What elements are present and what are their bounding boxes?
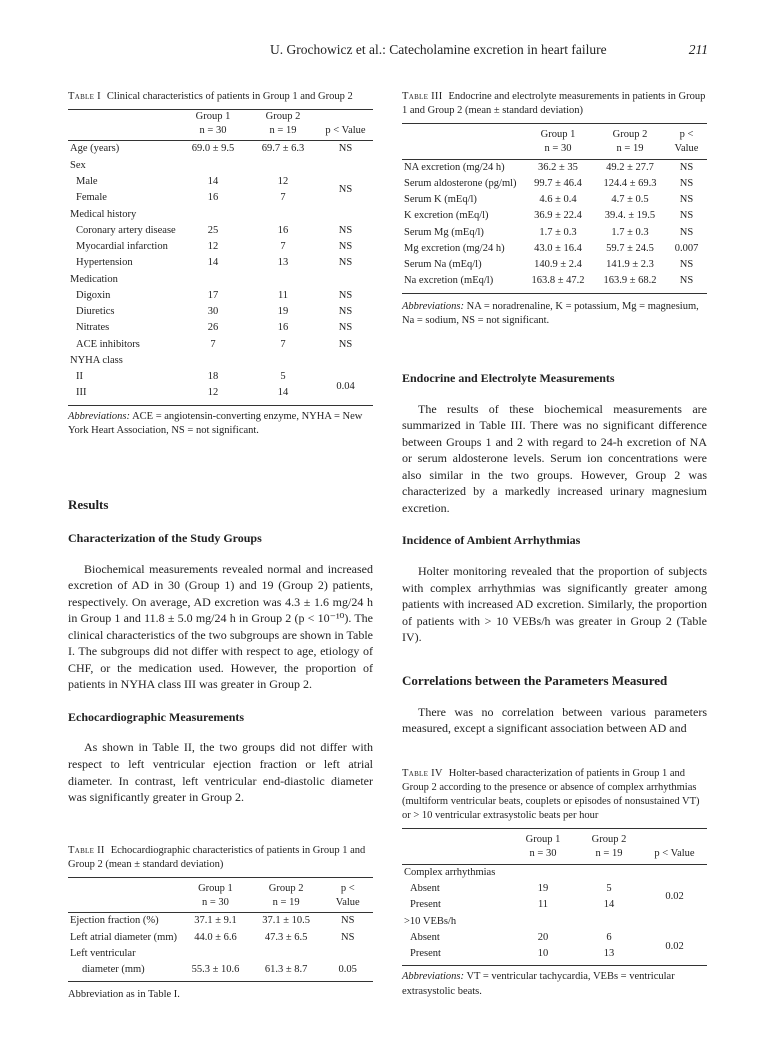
table-4-grid — [402, 828, 707, 966]
table-4-caption — [402, 767, 707, 824]
table-row — [68, 369, 373, 385]
table-cell: 13 — [603, 948, 615, 960]
col-header-group1-n: n = 30 — [529, 848, 557, 860]
table-row — [68, 158, 373, 174]
correlations-paragraph: There was no correlation between various parameters measured, except a significant association between AD and — [402, 704, 707, 736]
table-cell: Serum aldosterone (pg/ml) — [404, 177, 517, 189]
table-row — [402, 225, 707, 241]
table-row — [402, 159, 707, 176]
table-row — [402, 208, 707, 224]
table-cell: 163.8 ± 47.2 — [531, 275, 585, 287]
table-cell: 37.1 ± 10.5 — [262, 915, 311, 927]
table-cell: Mg excretion (mg/24 h) — [404, 242, 505, 254]
table-cell: 13 — [277, 257, 289, 269]
table-cell: Complex arrhythmias — [404, 866, 496, 878]
table-cell: 39.4. ± 19.5 — [604, 210, 656, 222]
table-cell: diameter (mm) — [82, 964, 145, 976]
table-row — [68, 255, 373, 271]
table-2 — [68, 844, 373, 1003]
table-cell: 99.7 ± 46.4 — [534, 177, 582, 189]
table-cell: 124.4 ± 69.3 — [603, 177, 657, 189]
table-row — [68, 288, 373, 304]
table-row — [402, 881, 707, 897]
table-cell: 20 — [537, 931, 549, 943]
table-cell: Sex — [70, 159, 86, 171]
table-row — [68, 272, 373, 288]
table-cell: 37.1 ± 9.1 — [194, 915, 237, 927]
table-cell: 14 — [277, 387, 289, 399]
col-header-group1-n: n = 30 — [201, 896, 229, 908]
table-cell: NS — [338, 306, 353, 318]
table-cell: Left atrial diameter (mm) — [70, 931, 177, 943]
table-cell: 11 — [537, 899, 549, 911]
table-cell: Serum Na (mEq/l) — [404, 259, 482, 271]
table-cell: 16 — [277, 322, 289, 334]
table-cell: 4.7 ± 0.5 — [611, 194, 649, 206]
table-cell: NS — [338, 143, 353, 155]
col-header-value: Value — [674, 142, 699, 154]
table-cell: 26 — [207, 322, 219, 334]
table-3-grid — [402, 123, 707, 293]
table-2-grid — [68, 877, 373, 982]
col-header-value: Value — [335, 896, 360, 908]
col-header-group2-n: n = 19 — [595, 848, 623, 860]
table-cell: Absent — [410, 931, 440, 943]
table-row — [402, 273, 707, 293]
table-cell: 55.3 ± 10.6 — [191, 964, 240, 976]
table-row — [68, 320, 373, 336]
table-cell: Medication — [70, 273, 118, 285]
table-cell: Present — [410, 948, 441, 960]
table-row — [68, 239, 373, 255]
table-row — [402, 914, 707, 930]
table-cell: NS — [679, 177, 694, 189]
table-cell: 17 — [207, 289, 219, 301]
table-cell: 163.9 ± 68.2 — [603, 275, 657, 287]
table-cell: Left ventricular — [70, 947, 136, 959]
table-cell: NS — [679, 210, 694, 222]
table-cell: 10 — [537, 948, 549, 960]
table-cell: K excretion (mEq/l) — [404, 210, 489, 222]
table-cell: Female — [76, 192, 107, 204]
running-title: U. Grochowicz et al.: Catecholamine excretion in heart failure — [270, 42, 607, 57]
table-row — [402, 930, 707, 946]
col-header-p: p < — [340, 882, 355, 894]
table-cell: 0.02 — [665, 941, 684, 953]
table-cell: NA excretion (mg/24 h) — [404, 161, 505, 173]
table-cell: ACE inhibitors — [76, 338, 140, 350]
table-cell: Male — [76, 175, 98, 187]
arrhythmias-subheading: Incidence of Ambient Arrhythmias — [402, 533, 581, 548]
table-row — [402, 241, 707, 257]
table-cell: Holter-based characterization of patients in Group 1 and Group 2 according to the presence or absence of complex arrhythmias (multiform ventricular beats, couplets or episodes of nonsustained VT) or > 10 ventricular extrasystolic beats per hour — [402, 767, 700, 822]
table-cell: Clinical characteristics of patients in Group 1 and Group 2 — [106, 91, 353, 102]
table-1-abbreviations — [68, 410, 373, 438]
table-cell: 16 — [207, 192, 219, 204]
col-header-group2: Group 2 — [265, 111, 301, 123]
table-row — [68, 207, 373, 223]
table-cell: 47.3 ± 6.5 — [264, 931, 308, 943]
table-cell: 36.2 ± 35 — [538, 161, 578, 173]
table-cell: NS — [679, 194, 694, 206]
table-cell: 4.6 ± 0.4 — [539, 194, 577, 206]
table-row — [68, 337, 373, 353]
table-cell: NS — [679, 226, 694, 238]
echo-paragraph: As shown in Table II, the two groups did not differ with respect to left ventricular ejection fraction or left atrial diameter. In contrast, left ventricular end-diastolic diameter was significantly greater in Group 2. — [68, 740, 373, 805]
table-cell: Digoxin — [76, 289, 111, 301]
table-cell: Serum Mg (mEq/l) — [404, 226, 484, 238]
table-row — [68, 174, 373, 190]
table-row — [68, 913, 373, 930]
col-header-group1: Group 1 — [198, 882, 233, 894]
table-cell: 5 — [606, 883, 612, 895]
endocrine-subheading: Endocrine and Electrolyte Measurements — [402, 371, 615, 386]
table-cell: Present — [410, 899, 441, 911]
table-cell: NA = noradrenaline, K = potassium, Mg = magnesium, Na = sodium, NS = not significant. — [402, 300, 699, 326]
table-cell: II — [76, 371, 83, 383]
col-header-p: p < Value — [325, 124, 366, 136]
table-cell: 69.7 ± 6.3 — [261, 143, 305, 155]
table-cell: 16 — [277, 224, 289, 236]
table-cell: Diuretics — [76, 306, 115, 318]
table-cell: 25 — [207, 224, 219, 236]
table-cell: Table IV — [402, 767, 443, 779]
left-column — [68, 90, 373, 1003]
table-cell: 14 — [207, 257, 219, 269]
table-cell: VT = ventricular tachycardia, VEBs = ventricular extrasystolic beats. — [402, 971, 675, 997]
table-cell: NYHA class — [70, 354, 123, 366]
col-header-group1: Group 1 — [540, 129, 576, 141]
table-row — [402, 192, 707, 208]
table-cell: 6 — [606, 931, 612, 943]
col-header-group2-n: n = 19 — [272, 896, 300, 908]
table-cell: 19 — [277, 306, 289, 318]
col-header-group2: Group 2 — [591, 834, 627, 846]
table-cell: 140.9 ± 2.4 — [534, 259, 582, 271]
col-header-group1-n: n = 30 — [199, 124, 227, 136]
table-cell: 11 — [277, 289, 289, 301]
table-cell: >10 VEBs/h — [404, 915, 457, 927]
col-header-group1: Group 1 — [525, 834, 561, 846]
col-header-group2: Group 2 — [268, 882, 304, 894]
results-heading: Results — [68, 497, 109, 513]
table-cell: 14 — [207, 175, 219, 187]
table-cell: 12 — [207, 241, 219, 253]
table-3-abbreviations — [402, 300, 707, 328]
table-1 — [68, 90, 373, 438]
table-row — [68, 946, 373, 962]
col-header-group1-n: n = 30 — [544, 142, 572, 154]
table-cell: Hypertension — [76, 257, 133, 269]
table-cell: Nitrates — [76, 322, 110, 334]
table-cell: 12 — [207, 387, 219, 399]
table-cell: NS — [338, 257, 353, 269]
table-cell: NS — [341, 931, 355, 943]
table-cell: NS — [338, 289, 353, 301]
table-1-grid — [68, 109, 373, 406]
table-cell: Abbreviations: — [402, 300, 465, 312]
table-cell: 69.0 ± 9.5 — [191, 143, 235, 155]
table-cell: III — [76, 387, 87, 399]
table-row — [68, 353, 373, 369]
table-cell: 12 — [277, 175, 289, 187]
correlations-heading: Correlations between the Parameters Measured — [402, 672, 668, 688]
col-header-group1: Group 1 — [195, 111, 231, 123]
table-cell: NS — [341, 915, 355, 927]
col-header-group2: Group 2 — [612, 129, 648, 141]
table-row — [68, 141, 373, 158]
table-cell: 1.7 ± 0.3 — [539, 226, 577, 238]
table-cell: Medical history — [70, 208, 137, 220]
table-cell: Na excretion (mEq/l) — [404, 275, 494, 287]
table-cell: 0.05 — [338, 964, 357, 976]
table-cell: ACE = angiotensin-converting enzyme, NYHA = New York Heart Association, NS = not significant. — [68, 410, 363, 436]
table-cell: Table II — [68, 844, 105, 856]
table-cell: 59.7 ± 24.5 — [606, 242, 654, 254]
table-cell: 44.0 ± 6.6 — [194, 931, 237, 943]
table-cell: 14 — [603, 899, 615, 911]
col-header-p: p < — [679, 129, 694, 141]
table-row — [68, 223, 373, 239]
table-cell: 0.04 — [336, 380, 355, 392]
arrhythmias-paragraph: Holter monitoring revealed that the proportion of subjects with complex arrhythmias was significantly greater among patients with increased AD excretion. Similarly, the proportion of patients with > 10 VEBs/h was greater in Group 2 (Table IV). — [402, 564, 707, 645]
table-2-caption — [68, 844, 373, 872]
table-cell: 7 — [280, 338, 286, 350]
table-cell: 7 — [210, 338, 216, 350]
table-cell: Abbreviations: — [68, 410, 131, 422]
right-column — [402, 90, 707, 999]
table-4-abbreviations — [402, 970, 707, 998]
table-row — [68, 930, 373, 946]
table-cell: 49.2 ± 27.7 — [606, 161, 654, 173]
table-cell: 0.02 — [665, 891, 684, 903]
table-4 — [402, 767, 707, 999]
table-cell: Table I — [68, 91, 101, 102]
endocrine-paragraph: The results of these biochemical measurements are summarized in Table III. There was no significant difference between Groups 1 and 2 with regard to 24-h excretion of NA or serum aldosterone levels. Serum ion concentrations were also similar in the two groups. However, Group 2 was characterized by a markedly increased urinary magnesium excretion. — [402, 401, 707, 515]
page-number: 211 — [688, 42, 708, 57]
table-cell: 7 — [280, 192, 286, 204]
table-cell: 141.9 ± 2.3 — [606, 259, 654, 271]
table-cell: Coronary artery disease — [76, 224, 176, 236]
table-row — [402, 864, 707, 881]
table-cell: NS — [679, 275, 694, 287]
table-cell: NS — [679, 161, 694, 173]
table-cell: 61.3 ± 8.7 — [264, 964, 308, 976]
table-cell: Age (years) — [70, 143, 120, 155]
table-cell: 30 — [207, 306, 219, 318]
table-cell: NS — [338, 322, 353, 334]
table-cell: 18 — [207, 371, 219, 383]
table-cell: NS — [338, 184, 353, 196]
table-row — [68, 962, 373, 982]
table-row — [68, 304, 373, 320]
table-row — [402, 257, 707, 273]
table-cell: 0.007 — [674, 242, 699, 254]
table-cell: NS — [338, 338, 353, 350]
table-row — [402, 176, 707, 192]
table-cell: 19 — [537, 883, 549, 895]
echo-subheading: Echocardiographic Measurements — [68, 709, 245, 724]
table-cell: NS — [338, 241, 353, 253]
table-cell: 43.0 ± 16.4 — [534, 242, 582, 254]
table-3 — [402, 90, 707, 328]
table-cell: 1.7 ± 0.3 — [611, 226, 649, 238]
table-cell: Abbreviations: — [402, 971, 465, 983]
table-3-caption — [402, 90, 707, 118]
col-header-p: p < Value — [654, 848, 695, 860]
table-cell: Absent — [410, 883, 440, 895]
table-cell: Serum K (mEq/l) — [404, 194, 477, 206]
table-2-note: Abbreviation as in Table I. — [68, 989, 180, 1001]
table-cell: Ejection fraction (%) — [70, 915, 159, 927]
table-cell: NS — [338, 224, 353, 236]
study-groups-subheading: Characterization of the Study Groups — [68, 530, 262, 545]
table-cell: 36.9 ± 22.4 — [534, 210, 582, 222]
col-header-group2-n: n = 19 — [616, 142, 644, 154]
table-cell: Endocrine and electrolyte measurements in patients in Group 1 and Group 2 (mean ± standard deviation) — [402, 91, 706, 117]
table-cell: 7 — [280, 241, 286, 253]
study-groups-paragraph: Biochemical measurements revealed normal and increased excretion of AD in 30 (Group 1) and 19 (Group 2) patients, respectively. On average, AD excretion was 4.3 ± 1.6 mg/24 h in Group 1 and 11.8 ± 5.0 mg/24 h in Group 2 (p < 10⁻¹⁰). The clinical characteristics of the two subgroups are shown in Table I. The subgroups did not differ with respect to age, etiology of CHF, or the medication used. However, the proportion of patients in NYHA class III was greater in Group 2. — [68, 561, 373, 692]
table-cell: Echocardiographic characteristics of patients in Group 1 and Group 2 (mean ± standard deviation) — [68, 844, 366, 870]
table-cell: Myocardial infarction — [76, 241, 168, 253]
table-1-caption — [68, 90, 373, 104]
col-header-group2-n: n = 19 — [269, 124, 297, 136]
table-cell: NS — [679, 259, 694, 271]
table-cell: Table III — [402, 91, 443, 102]
table-cell: 5 — [280, 371, 286, 383]
